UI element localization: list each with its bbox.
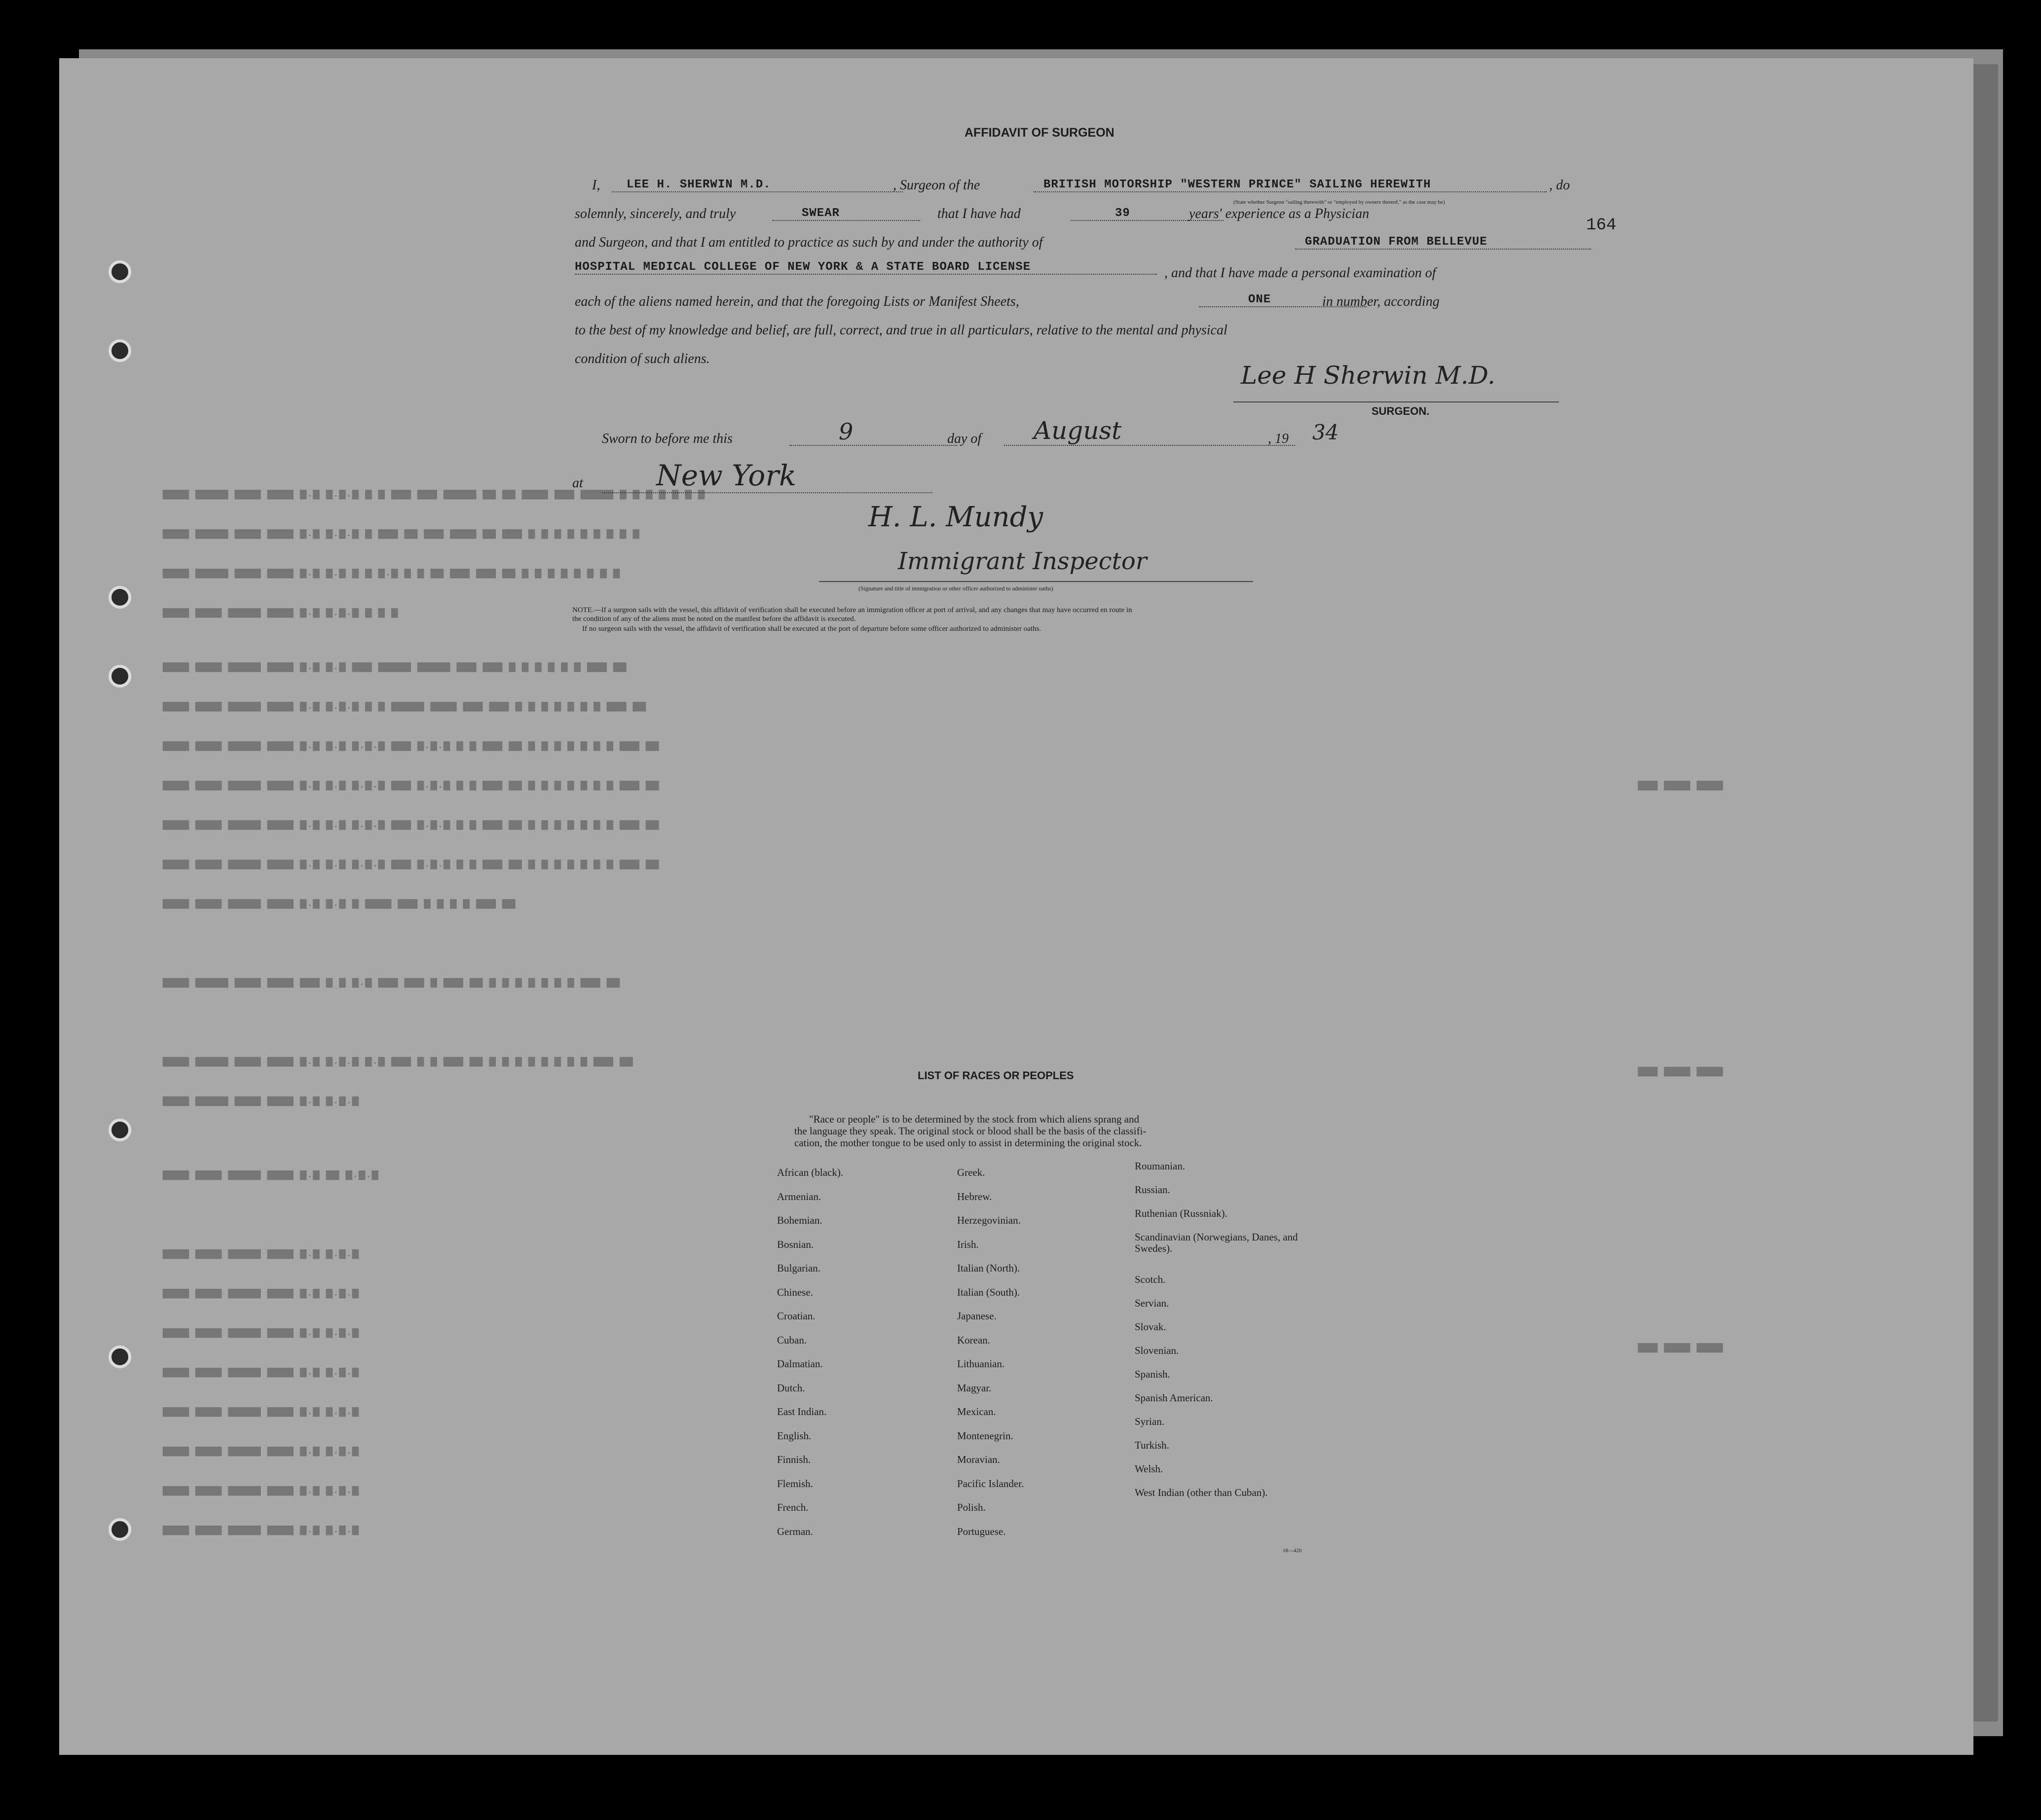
race-item: Chinese. [777, 1286, 813, 1298]
race-item: Herzegovinian. [957, 1214, 1021, 1226]
races-column-1 [777, 1161, 843, 1543]
binder-hole [109, 339, 131, 362]
race-item: Hebrew. [957, 1190, 992, 1202]
sworn-day: 9 [789, 418, 957, 446]
sworn-month: August [1004, 416, 1295, 446]
race-item: East Indian. [777, 1406, 827, 1418]
race-item: Flemish. [777, 1477, 813, 1490]
races-intro-2: the language they speak. The original stock or blood shall be the basis of the classifi- [794, 1125, 1147, 1137]
officer-caption: (Signature and title of immigration or other officer authorized to administer oaths) [858, 585, 1053, 592]
text-solemnly: solemnly, sincerely, and truly [575, 206, 736, 221]
race-item: Slovak. [1135, 1321, 1166, 1333]
race-item: Armenian. [777, 1190, 821, 1202]
oath-word: SWEAR [772, 207, 920, 221]
race-item: Servian. [1135, 1297, 1169, 1309]
race-item: German. [777, 1525, 813, 1537]
binder-hole [109, 1119, 131, 1141]
race-item: Croatian. [777, 1310, 816, 1322]
text-years-experience: years' experience as a Physician [1189, 206, 1370, 221]
note-line-1: NOTE.—If a surgeon sails with the vessel, this affidavit of verification shall be executed before an immigration officer at port of arrival, and any changes that may have occurred en route in [572, 606, 1132, 614]
race-item: Welsh. [1135, 1463, 1163, 1475]
authority-line-2: HOSPITAL MEDICAL COLLEGE OF NEW YORK & A STATE BOARD LICENSE [575, 260, 1157, 275]
race-item: Japanese. [957, 1310, 997, 1322]
race-item: Irish. [957, 1238, 979, 1250]
race-item: Pacific Islander. [957, 1477, 1024, 1490]
race-item: Italian (North). [957, 1262, 1020, 1274]
race-item: French. [777, 1501, 809, 1513]
page-number: 164 [1586, 216, 1617, 235]
race-item: Roumanian. [1135, 1160, 1186, 1172]
text-at: at [572, 475, 583, 491]
binder-hole [109, 1346, 131, 1368]
sworn-place: New York [602, 459, 932, 493]
text-condition: condition of such aliens. [575, 351, 710, 366]
race-item: Slovenian. [1135, 1345, 1179, 1356]
signature-line [1233, 401, 1559, 402]
text-personal-examination: , and that I have made a personal examination of [1164, 265, 1436, 281]
race-item: Polish. [957, 1501, 986, 1513]
binder-hole [109, 260, 131, 283]
race-item: Ruthenian (Russniak). [1135, 1207, 1227, 1219]
race-item: Korean. [957, 1334, 991, 1346]
race-item: Moravian. [957, 1454, 1000, 1465]
races-column-2 [957, 1161, 1024, 1543]
text-19: , 19 [1268, 431, 1289, 446]
race-item: Dalmatian. [777, 1358, 823, 1370]
text-day-of: day of [947, 431, 982, 446]
race-item: Montenegrin. [957, 1429, 1013, 1442]
vessel-note: (State whether Surgeon "sailing therewith" or "employed by owners thereof," as the case may be) [1233, 199, 1445, 205]
race-item: Magyar. [957, 1382, 992, 1394]
text-sworn: Sworn to before me this [602, 431, 733, 446]
race-item: Mexican. [957, 1406, 996, 1418]
race-item: Greek. [957, 1166, 985, 1178]
years-experience: 39 [1071, 207, 1224, 221]
sworn-year: 34 [1312, 420, 1339, 444]
surgeon-name: LEE H. SHERWIN M.D. [612, 178, 903, 192]
text-best-knowledge: to the best of my knowledge and belief, are full, correct, and true in all particulars, relative to the mental and physical [575, 323, 1227, 338]
officer-title: Immigrant Inspector [898, 547, 1147, 575]
races-heading: LIST OF RACES OR PEOPLES [918, 1069, 1074, 1082]
surgeon-label: SURGEON. [1372, 405, 1430, 417]
binder-hole [109, 665, 131, 688]
authority-line-1: GRADUATION FROM BELLEVUE [1295, 235, 1591, 250]
race-item: Syrian. [1135, 1416, 1165, 1427]
officer-signature: H. L. Mundy [868, 501, 1043, 533]
sheet-count: ONE [1199, 293, 1367, 307]
races-intro-1: "Race or people" is to be determined by the stock from which aliens sprang and [809, 1113, 1140, 1125]
race-item: Finnish. [777, 1454, 811, 1465]
race-item: Scandinavian (Norwegians, Danes, and Swedes). [1135, 1231, 1298, 1254]
race-item: Portuguese. [957, 1525, 1006, 1537]
race-item: Bulgarian. [777, 1262, 821, 1274]
vessel-name: BRITISH MOTORSHIP "WESTERN PRINCE" SAILING HEREWITH [1034, 178, 1547, 192]
binder-hole [109, 586, 131, 609]
race-item: Bohemian. [777, 1214, 822, 1226]
race-item: Cuban. [777, 1334, 807, 1346]
note-line-2: the condition of any of the aliens must be noted on the manifest before the affidavit is executed. [572, 615, 856, 623]
officer-line [819, 581, 1253, 582]
text-in-number: in number, according [1322, 294, 1440, 309]
race-item: Scotch. [1135, 1274, 1166, 1285]
manifest-sheet: ▆▆▆▆ ▆▆▆▆▆ ▆▆▆▆ ▆▆▆▆ ▆.▆ ▆.▆.▆ ▆ ▆ ▆▆▆ ▆▆▆ ▆▆▆▆▆ ▆▆ ▆▆ ▆▆▆▆ ▆▆▆ ▆▆▆▆▆ ▆ ▆ ▆ ▆ ▆ ▆ ▆ ▆▆▆▆ ▆▆▆▆▆ ▆▆▆▆ ▆▆▆▆ ▆.▆ ▆.▆.▆ ▆ ▆▆▆ ▆▆ ▆▆▆ ▆▆▆▆ ▆▆ ▆▆▆ ▆ ▆ ▆ ▆ ▆ ▆ ▆ ▆ ▆ ▆▆▆▆ ▆▆▆▆▆ ▆▆▆▆ ▆▆▆▆ ▆.▆ ▆.▆ ▆ ▆ ▆.▆ ▆ ▆ ▆▆ ▆▆▆ ▆▆▆ ▆▆ ▆ ▆ ▆ ▆ ▆ ▆ ▆ ▆ ▆▆▆▆ ▆▆▆▆ ▆▆▆▆▆ ▆▆▆▆ ▆.▆ ▆.▆.▆ ▆ ▆ ▆ ▆▆▆▆ ▆▆▆▆ ▆▆▆▆▆ ▆▆▆▆ ▆.▆ ▆.▆ ▆▆▆ ▆▆▆▆▆ ▆▆▆▆▆ ▆▆▆ ▆▆▆ ▆ ▆ ▆ ▆ ▆ ▆ ▆▆▆ ▆▆ ▆▆▆▆ ▆▆▆▆ ▆▆▆▆▆ ▆▆▆▆ ▆.▆ ▆.▆.▆ ▆ ▆ ▆▆▆▆▆ ▆▆▆▆ ▆▆▆ ▆▆▆ ▆ ▆ ▆ ▆ ▆ ▆ ▆ ▆▆▆ ▆▆ ▆▆▆▆ ▆▆▆▆ ▆▆▆▆▆ ▆▆▆▆ ▆.▆ ▆.▆ ▆.▆.▆ ▆▆▆ ▆.▆.▆ ▆ ▆ ▆▆▆ ▆▆ ▆ ▆ ▆ ▆ ▆ ▆ ▆ ▆▆▆ ▆▆ ▆▆▆▆ ▆▆▆▆ ▆▆▆▆▆ ▆▆▆▆ ▆.▆ ▆.▆ ▆.▆.▆ ▆▆▆ ▆.▆.▆ ▆ ▆ ▆▆▆ ▆▆ ▆ ▆ ▆ ▆ ▆ ▆ ▆ ▆▆▆ ▆▆ ▆▆▆▆ ▆▆▆▆ ▆▆▆▆▆ ▆▆▆▆ ▆.▆ ▆.▆ ▆.▆.▆ ▆▆▆ ▆.▆.▆ ▆ ▆ ▆▆▆ ▆▆ ▆ ▆ ▆ ▆ ▆ ▆ ▆ ▆▆▆ ▆▆ ▆▆▆▆ ▆▆▆▆ ▆▆▆▆▆ ▆▆▆▆ ▆.▆ ▆.▆ ▆.▆.▆ ▆▆▆ ▆.▆.▆ ▆ ▆ ▆▆▆ ▆▆ ▆ ▆ ▆ ▆ ▆ ▆ ▆ ▆▆▆ ▆▆ ▆▆▆▆ ▆▆▆▆ ▆▆▆▆▆ ▆▆▆▆ ▆.▆ ▆.▆ ▆ ▆▆▆▆ ▆▆▆ ▆ ▆ ▆ ▆ ▆▆▆ ▆▆ ▆▆▆▆ ▆▆▆▆▆ ▆▆▆▆ ▆▆▆▆ ▆▆▆ ▆ ▆ ▆.▆ ▆▆▆ ▆▆▆ ▆ ▆▆▆ ▆▆ ▆ ▆ ▆ ▆ ▆ ▆ ▆ ▆▆▆ ▆▆ ▆▆▆▆ ▆▆▆▆▆ ▆▆▆▆ ▆▆▆▆ ▆.▆ ▆.▆.▆ ▆.▆ ▆▆▆ ▆ ▆ ▆▆▆ ▆▆ ▆ ▆ ▆ ▆ ▆ ▆ ▆ ▆ ▆▆▆ ▆▆ ▆▆▆▆ ▆▆▆▆▆ ▆▆▆▆ ▆▆▆▆ ▆.▆ ▆.▆.▆ ▆▆▆▆ ▆▆▆▆ ▆▆▆▆▆ ▆▆▆▆ ▆.▆ ▆▆ ▆.▆.▆ ▆▆▆▆ ▆▆▆▆ ▆▆▆▆▆ ▆▆▆▆ ▆.▆ ▆.▆.▆ ▆▆▆▆ ▆▆▆▆ ▆▆▆▆▆ ▆▆▆▆ ▆.▆ ▆.▆.▆ ▆▆▆▆ ▆▆▆▆ ▆▆▆▆▆ ▆▆▆▆ ▆.▆ ▆.▆.▆ ▆▆▆▆ ▆▆▆▆ ▆▆▆▆▆ ▆▆▆▆ ▆.▆ ▆.▆.▆ ▆▆▆▆ ▆▆▆▆ ▆▆▆▆▆ ▆▆▆▆ ▆.▆ ▆.▆.▆ ▆▆▆▆ ▆▆▆▆ ▆▆▆▆▆ ▆▆▆▆ ▆.▆ ▆.▆.▆ ▆▆▆▆ ▆▆▆▆ ▆▆▆▆▆ ▆▆▆▆ ▆.▆ ▆.▆.▆ ▆▆▆▆ ▆▆▆▆ ▆▆▆▆▆ ▆▆▆▆ ▆.▆ ▆.▆.▆ ▆▆▆ ▆▆▆▆ ▆▆▆▆ ▆▆▆ ▆▆▆▆ ▆▆▆▆ ▆▆▆ ▆▆▆▆ ▆▆▆▆ 164 AFFIDAVIT OF SURGEON I, LEE H. SHERWIN M.D. , Surgeon of the BRITISH MOTORSHIP "WESTERN PRINCE" SAILING HEREWITH , do (State whether Surgeon "sailing therewith" or "employed by owners thereof," as the case may be) solemnly, sincerely, and truly SWEAR that I have had 39 years' experience as a Physician and Surgeon, and that I am entitled to practice as such by and under the authority of GRADUATION FROM BELLEVUE HOSPITAL MEDICAL COLLEGE OF NEW YORK & A STATE BOARD LICENSE , and that I have made a personal examination of each of the aliens named herein, and that the foregoing Lists or Manifest Sheets, ONE in number, according to the best of my knowledge and belief, are full, correct, and true in all particulars, relative to the mental and physical condition of such aliens. Lee H Sherwin M.D. SURGEON. Sworn to before me this 9 day of August , 19 34 at New York H. L. Mundy Immigrant Inspector (Signature and title of immigration or other officer authorized to administer oaths) NOTE.—If a surgeon sails with the vessel, this affidavit of verification shall be executed before an immigration officer at port of arrival, and any changes that may have occurred en route in the condition of any of the aliens must be noted on the manifest before the affidavit is executed. If no surgeon sails with the vessel, the affidavit of verification shall be executed at the port of departure before some officer authorized to administer oaths. LIST OF RACES OR PEOPLES "Race or people" is to be determined by the stock from which aliens sprang and the language they speak. The original stock or blood shall be the basis of the classifi- cation, the mother tongue to be used only to assist in determining the original stock. African (black). Armenian. Bohemian. Bosnian. Bulgarian. Chinese. Croatian. Cuban. Dalmatian. Dutch. East Indian. English. Finnish. Flemish. French. German. Greek. Hebrew. Herzegovinian. Irish. Italian (North). Italian (South). Japanese. Korean. Lithuanian. Magyar. Mexican. Montenegrin. Moravian. Pacific Islander. Polish. Portuguese. Roumanian. Russian. Ruthenian (Russniak). Scandinavian (Norwegians, Danes, and Swedes). Scotch. Servian. Slovak. Slovenian. Spanish. Spanish American. Syrian. Turkish. Welsh. West Indian (other than Cuban). 18—420 [59, 58, 1973, 1755]
surgeon-signature: Lee H Sherwin M.D. [1241, 361, 1495, 390]
form-code: 18—420 [1283, 1548, 1302, 1554]
race-item: Spanish. [1135, 1368, 1170, 1380]
race-item: Russian. [1135, 1184, 1170, 1196]
race-item: African (black). [777, 1166, 844, 1178]
race-item: Lithuanian. [957, 1358, 1005, 1370]
affidavit-title: AFFIDAVIT OF SURGEON [965, 126, 1114, 140]
text-do: , do [1549, 178, 1570, 193]
races-intro-3: cation, the mother tongue to be used only to assist in determining the original stock. [794, 1137, 1142, 1149]
text-and-surgeon: and Surgeon, and that I am entitled to practice as such by and under the authority of [575, 235, 1043, 250]
text-each-alien: each of the aliens named herein, and that the foregoing Lists or Manifest Sheets, [575, 294, 1019, 309]
race-item: English. [777, 1429, 812, 1442]
race-item: Dutch. [777, 1382, 805, 1394]
text-i: I, [592, 178, 600, 193]
race-item: Italian (South). [957, 1286, 1020, 1298]
race-item: Bosnian. [777, 1238, 814, 1250]
races-column-3 [1135, 1161, 1312, 1498]
text-that-i-have-had: that I have had [937, 206, 1021, 221]
note-line-3: If no surgeon sails with the vessel, the affidavit of verification shall be executed at the port of departure before some officer authorized to administer oaths. [582, 625, 1041, 633]
binder-hole [109, 1518, 131, 1541]
race-item: Turkish. [1135, 1439, 1169, 1451]
race-item: Spanish American. [1135, 1392, 1213, 1404]
race-item: West Indian (other than Cuban). [1135, 1487, 1268, 1498]
text-surgeon-of: , Surgeon of the [893, 178, 980, 193]
